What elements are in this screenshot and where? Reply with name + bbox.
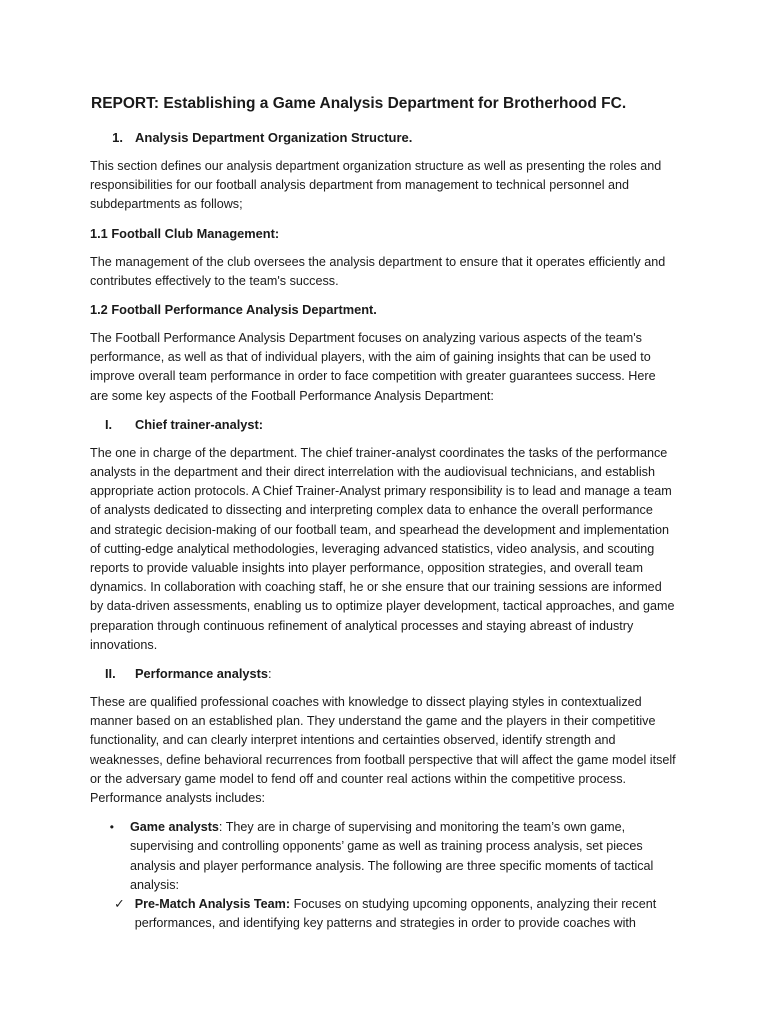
bullet-game-analysts-text: : They are in charge of supervising and monitoring the team’s own game, supervising and controlling opponents’ game as well as training process analysis, set pieces analysis and player performance analysis. The following are three specific moments of tactical analysis: xyxy=(130,820,654,892)
report-title: REPORT: Establishing a Game Analysis Department for Brotherhood FC. xyxy=(91,95,627,112)
subsection-1-2-heading: 1.2 Football Performance Analysis Department. xyxy=(90,302,377,318)
role-1-numeral: I. xyxy=(105,416,113,432)
section-1-number: 1. xyxy=(112,130,123,145)
subsection-1-1-text: The management of the club oversees the analysis department to ensure that it operates efficiently and contributes effectively to the team's success. xyxy=(90,254,666,288)
role-1-heading-text: Chief trainer-analyst: xyxy=(135,416,264,432)
section-1-intro: This section defines our analysis department organization structure as well as presenting the roles and responsibilities for our football analysis department from management to technical personnel and subdepartments as follows; xyxy=(90,159,662,212)
check-pre-match-analysis xyxy=(90,895,676,933)
subsection-1-1-heading: 1.1 Football Club Management: xyxy=(90,225,280,241)
check-pre-match-label: Pre-Match Analysis Team: xyxy=(134,897,291,912)
check-pre-match-text: Focuses on studying upcoming opponents, analyzing their recent performances, and identifying key patterns and strategies in order to provide coaches with xyxy=(134,897,657,931)
role-1-heading xyxy=(90,416,676,434)
role-2-heading-text: Performance analysts xyxy=(135,666,269,682)
section-1-heading xyxy=(90,129,676,147)
role-1-text: The one in charge of the department. The chief trainer-analyst coordinates the tasks of the performance analysts in the department and their direct interrelation with the audiovisual technicians, and establish appropriate action protocols. A Chief Trainer-Analyst primary responsibility is to lead and manage a team of analysts dedicated to dissecting and interpreting complex data to enhance the overall performance and strategic decision-making of our football team, and spearhead the development and implementation of cutting-edge analytical methodologies, leveraging advanced statistics, video analysis, and scouting reports to provide valuable insights into player performance, opposition strategies, and overall team dynamics. In collaboration with coaching staff, he or she ensure that our training sessions are informed by data-driven assessments, enabling us to optimize player development, tactical approaches, and game preparation through continuous refinement of analytical processes and staying abreast of industry innovations. xyxy=(90,445,675,652)
bullet-game-analysts xyxy=(90,818,676,895)
role-2-text: These are qualified professional coaches with knowledge to dissect playing styles in contextualized manner based on an established plan. They understand the game and the players in their competitive functionality, and can clearly interpret intentions and certainties observed, identify strength and weaknesses, define behavioral recurrences from football perspective that will affect the game model itself or the adversary game model to fend off and counter real actions within the competitive process. Performance analysts includes: xyxy=(90,695,676,806)
bullet-game-analysts-label: Game analysts xyxy=(130,820,219,835)
bullet-marker: • xyxy=(109,820,114,835)
subsection-1-2-text: The Football Performance Analysis Department focuses on analyzing various aspects of the team's performance, as well as that of individual players, with the aim of gaining insights that can be used to improve overall team performance in order to face competition with greater guarantees success. Here are some key aspects of the Football Performance Analysis Department: xyxy=(90,331,656,403)
checkmark-icon: ✓ xyxy=(114,897,125,912)
role-2-numeral: II. xyxy=(105,666,116,682)
role-2-heading-suffix: : xyxy=(268,666,272,682)
role-2-heading xyxy=(90,665,676,683)
section-1-heading-text: Analysis Department Organization Structure. xyxy=(135,130,413,145)
